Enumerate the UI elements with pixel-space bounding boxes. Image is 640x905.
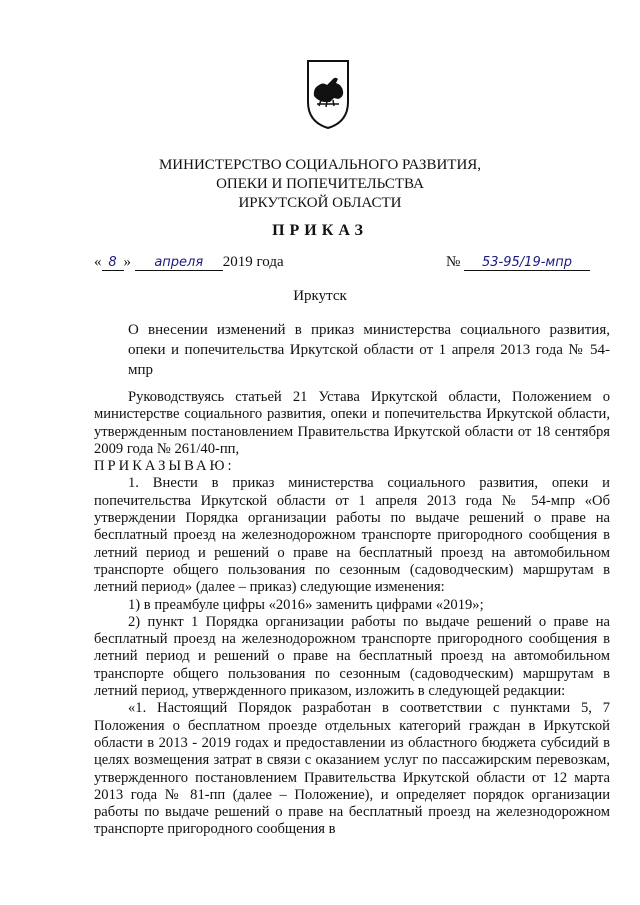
ministry-name-line-3: ИРКУТСКОЙ ОБЛАСТИ	[238, 195, 402, 211]
coat-of-arms-emblem	[305, 58, 351, 130]
order-number	[446, 254, 590, 271]
order-date	[94, 254, 284, 271]
preamble-paragraph: Руководствуясь статьей 21 Устава Иркутской области, Положением о министерстве социального развития, опеки и попечительства Иркутской области, утвержденным постановлением Правительства Иркутской области от 18 сентября 2009 года № 261/40-пп,	[94, 389, 610, 457]
paragraph-subitem-1: 1) в преамбуле цифры «2016» заменить цифрами «2019»;	[128, 596, 484, 613]
paragraph-item-1: 1. Внести в приказ министерства социального развития, опеки и попечительства Иркутской области от 1 апреля 2013 года № 54-мпр «Об утверждении Порядка организации работы по выдаче решений о праве на бесплатный проезд на железнодорожном транспорте пригородного сообщения в летний период и решений о праве на бесплатный проезд на автомобильном транспорте общего пользования по сезонным (садоводческим) маршрутам в летний период» (далее – приказ) следующие изменения:	[94, 475, 610, 596]
order-word: ПРИКАЗЫВАЮ:	[94, 458, 235, 475]
close-quote: »	[123, 254, 131, 270]
paragraph-new-wording: «1. Настоящий Порядок разработан в соответствии с пунктами 5, 7 Положения о бесплатном проезде отдельных категорий граждан в Иркутской области в 2013 - 2019 годах и предоставлении из областного бюджета субсидий в целях возмещения затрат в связи с оказанием услуг по пассажирским перевозкам, утвержденного постановлением Правительства Иркутской области от 12 марта 2013 года № 81-пп (далее – Положение), и определяет порядок организации работы по выдаче решений о праве на бесплатный проезд на железнодорожном транспорте пригородного сообщения в	[94, 700, 610, 838]
year-suffix: 2019 года	[222, 254, 284, 270]
number-sign: №	[445, 254, 461, 270]
order-subject: О внесении изменений в приказ министерства социального развития, опеки и попечительства Иркутской области от 1 апреля 2013 года № 54-мпр	[128, 322, 610, 378]
order-date-line	[94, 254, 590, 278]
ministry-name-line-1: МИНИСТЕРСТВО СОЦИАЛЬНОГО РАЗВИТИЯ,	[158, 157, 482, 173]
ministry-name-line-2: ОПЕКИ И ПОПЕЧИТЕЛЬСТВА	[216, 176, 424, 192]
city-name: Иркутск	[293, 288, 347, 304]
order-body	[94, 389, 610, 839]
paragraph-subitem-2: 2) пункт 1 Порядка организации работы по выдаче решений о праве на бесплатный проезд на железнодорожном транспорте пригородного сообщения в летний период и решений о праве на бесплатный проезд на автомобильном транспорте общего пользования по сезонным (садоводческим) маршрутам в летний период, утвержденного приказом, изложить в следующей редакции:	[94, 613, 610, 700]
handwritten-month: апреля	[135, 255, 223, 271]
handwritten-day: 8	[102, 255, 124, 271]
handwritten-order-number: 53-95/19-мпр	[464, 255, 590, 271]
open-quote: «	[94, 254, 102, 270]
order-title: ПРИКАЗ	[272, 222, 368, 239]
